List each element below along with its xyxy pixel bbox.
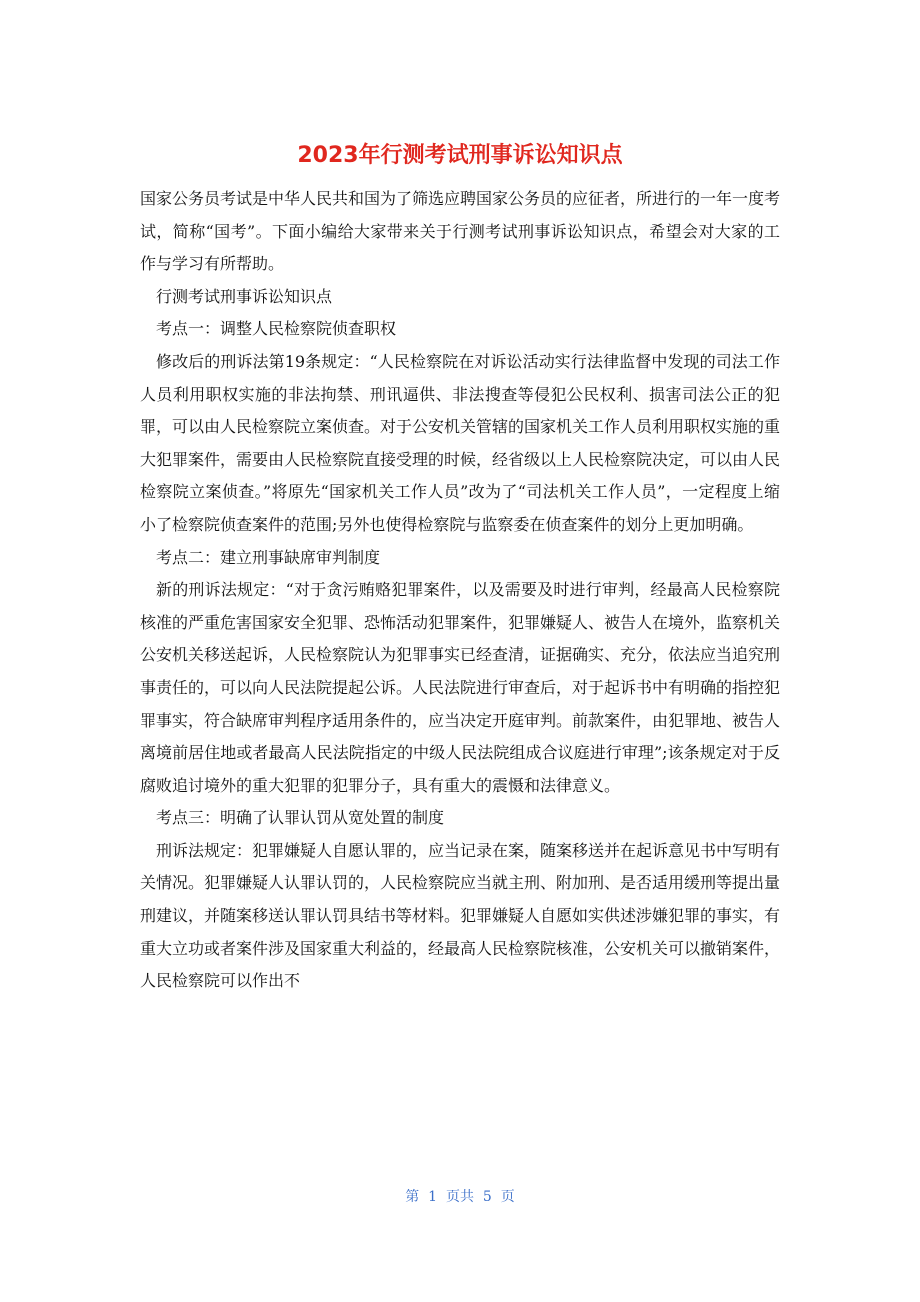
point-heading: 考点一：调整人民检察院侦查职权 [156,319,397,339]
point-heading: 考点二：建立刑事缺席审判制度 [156,547,381,567]
paragraph: 刑诉法规定：犯罪嫌疑人自愿认罪的，应当记录在案，随案移送并在起诉意见书中写明有关情况。犯罪嫌疑人认罪认罚的，人民检察院应当就主刑、附加刑、是否适用缓刑等提出量刑建议，并随案移送认罪认罚具结书等材料。犯罪嫌疑人自愿如实供述涉嫌犯罪的事实，有重大立功或者案件涉及国家重大利益的，经最高人民检察院核准，公安机关可以撤销案件，人民检察院可以作出不 [140,840,781,991]
paragraph: 国家公务员考试是中华人民共和国为了筛选应聘国家公务员的应征者，所进行的一年一度考试，简称“国考”。下面小编给大家带来关于行测考试刑事诉讼知识点，希望会对大家的工作与学习有所帮助。 [140,189,781,274]
page-title: 2023年行测考试刑事诉讼知识点 [297,143,623,168]
document-body [140,183,780,998]
section-heading: 行测考试刑事诉讼知识点 [156,286,333,306]
point-heading: 考点三：明确了认罪认罚从宽处置的制度 [156,808,445,828]
page-number-footer: 第 1 页共 5 页 [405,1189,515,1205]
paragraph: 修改后的刑诉法第19条规定：“人民检察院在对诉讼活动实行法律监督中发现的司法工作人员利用职权实施的非法拘禁、刑讯逼供、非法搜查等侵犯公民权利、损害司法公正的犯罪，可以由人民检察院立案侦查。对于公安机关管辖的国家机关工作人员利用职权实施的重大犯罪案件，需要由人民检察院直接受理的时候，经省级以上人民检察院决定，可以由人民检察院立案侦查。”将原先“国家机关工作人员”改为了“司法机关工作人员”，一定程度上缩小了检察院侦查案件的范围;另外也使得检察院与监察委在侦查案件的划分上更加明确。 [140,351,781,534]
paragraph: 新的刑诉法规定：“对于贪污贿赂犯罪案件，以及需要及时进行审判，经最高人民检察院核准的严重危害国家安全犯罪、恐怖活动犯罪案件，犯罪嫌疑人、被告人在境外，监察机关公安机关移送起诉，人民检察院认为犯罪事实已经查清，证据确实、充分，依法应当追究刑事责任的，可以向人民法院提起公诉。人民法院进行审查后，对于起诉书中有明确的指控犯罪事实，符合缺席审判程序适用条件的，应当决定开庭审判。前款案件，由犯罪地、被告人离境前居住地或者最高人民法院指定的中级人民法院组成合议庭进行审理”;该条规定对于反腐败追讨境外的重大犯罪的犯罪分子，具有重大的震慑和法律意义。 [140,580,781,795]
